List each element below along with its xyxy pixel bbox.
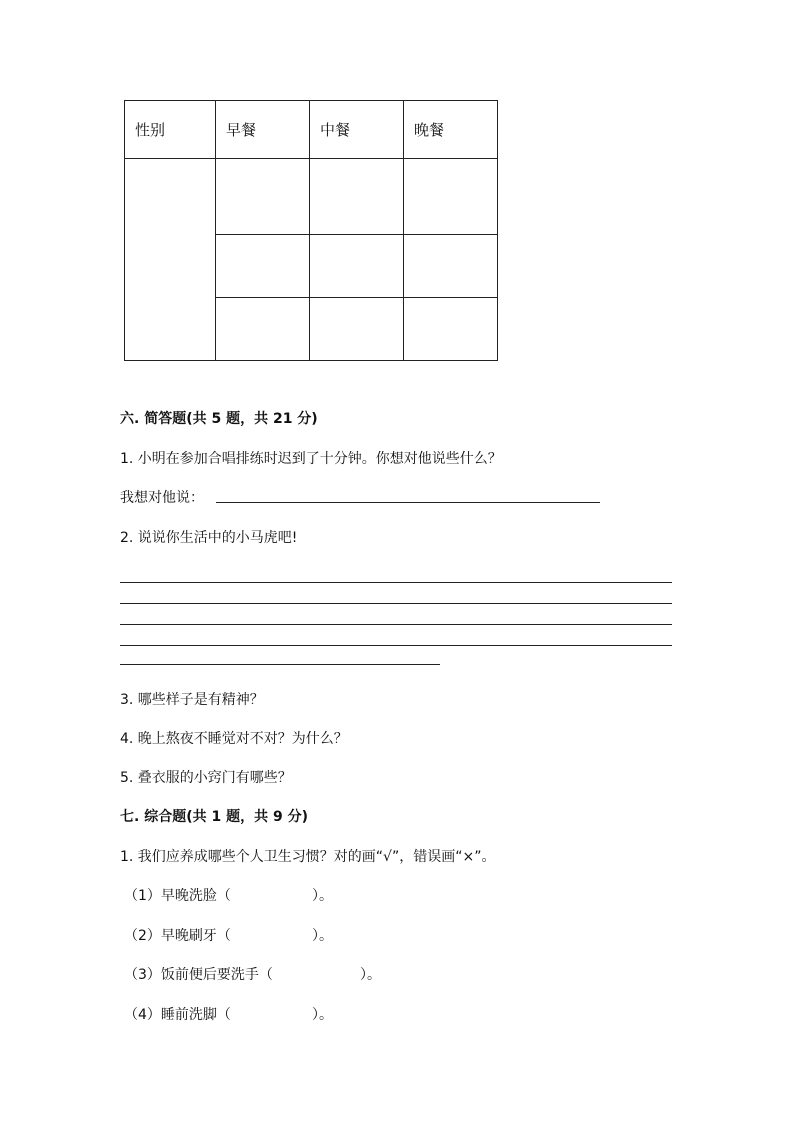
writing-line[interactable] <box>120 582 672 583</box>
gender-cell[interactable] <box>125 159 216 361</box>
habit-item-3-close: ）。 <box>360 967 381 983</box>
habit-item-4-close: ）。 <box>312 1007 333 1023</box>
habit-item-2-label: （2）早晚刷牙（ <box>124 928 231 944</box>
dinner-cell[interactable] <box>404 298 498 361</box>
question-2: 2. 说说你生活中的小马虎吧! <box>120 530 298 546</box>
question-5: 5. 叠衣服的小窍门有哪些？ <box>120 770 292 786</box>
habit-item-1-label: （1）早晚洗脸（ <box>124 888 231 904</box>
question-1: 1. 小明在参加合唱排练时迟到了十分钟。你想对他说些什么？ <box>120 451 502 467</box>
dinner-cell[interactable] <box>404 235 498 298</box>
habit-item-1-close: ）。 <box>312 888 333 904</box>
lunch-cell[interactable] <box>310 235 404 298</box>
writing-line[interactable] <box>120 603 672 604</box>
question-4: 4. 晚上熬夜不睡觉对不对？为什么？ <box>120 731 348 747</box>
table-header-row <box>125 101 498 159</box>
question-3: 3. 哪些样子是有精神？ <box>120 692 264 708</box>
answer-label: 我想对他说： <box>120 490 204 506</box>
header-gender: 性别 <box>125 101 216 159</box>
writing-line[interactable] <box>120 624 672 625</box>
habit-item-4-label: （4）睡前洗脚（ <box>124 1007 231 1023</box>
breakfast-cell[interactable] <box>216 235 310 298</box>
lunch-cell[interactable] <box>310 159 404 235</box>
writing-line[interactable] <box>120 664 440 665</box>
writing-line[interactable] <box>120 645 672 646</box>
header-dinner: 晚餐 <box>404 101 498 159</box>
breakfast-cell[interactable] <box>216 159 310 235</box>
habit-item-2-close: ）。 <box>312 928 333 944</box>
habit-item-3-label: （3）饭前便后要洗手（ <box>124 967 273 983</box>
dinner-cell[interactable] <box>404 159 498 235</box>
header-breakfast: 早餐 <box>216 101 310 159</box>
breakfast-cell[interactable] <box>216 298 310 361</box>
lunch-cell[interactable] <box>310 298 404 361</box>
section6-title: 六. 简答题(共 5 题，共 21 分) <box>120 411 318 427</box>
answer-line[interactable] <box>216 502 600 503</box>
section7-title: 七. 综合题(共 1 题，共 9 分) <box>120 809 308 825</box>
meal-table <box>124 100 498 361</box>
question-7-1: 1. 我们应养成哪些个人卫生习惯？对的画“√”，错误画“×”。 <box>120 849 496 865</box>
table-row <box>125 159 498 235</box>
header-lunch: 中餐 <box>310 101 404 159</box>
